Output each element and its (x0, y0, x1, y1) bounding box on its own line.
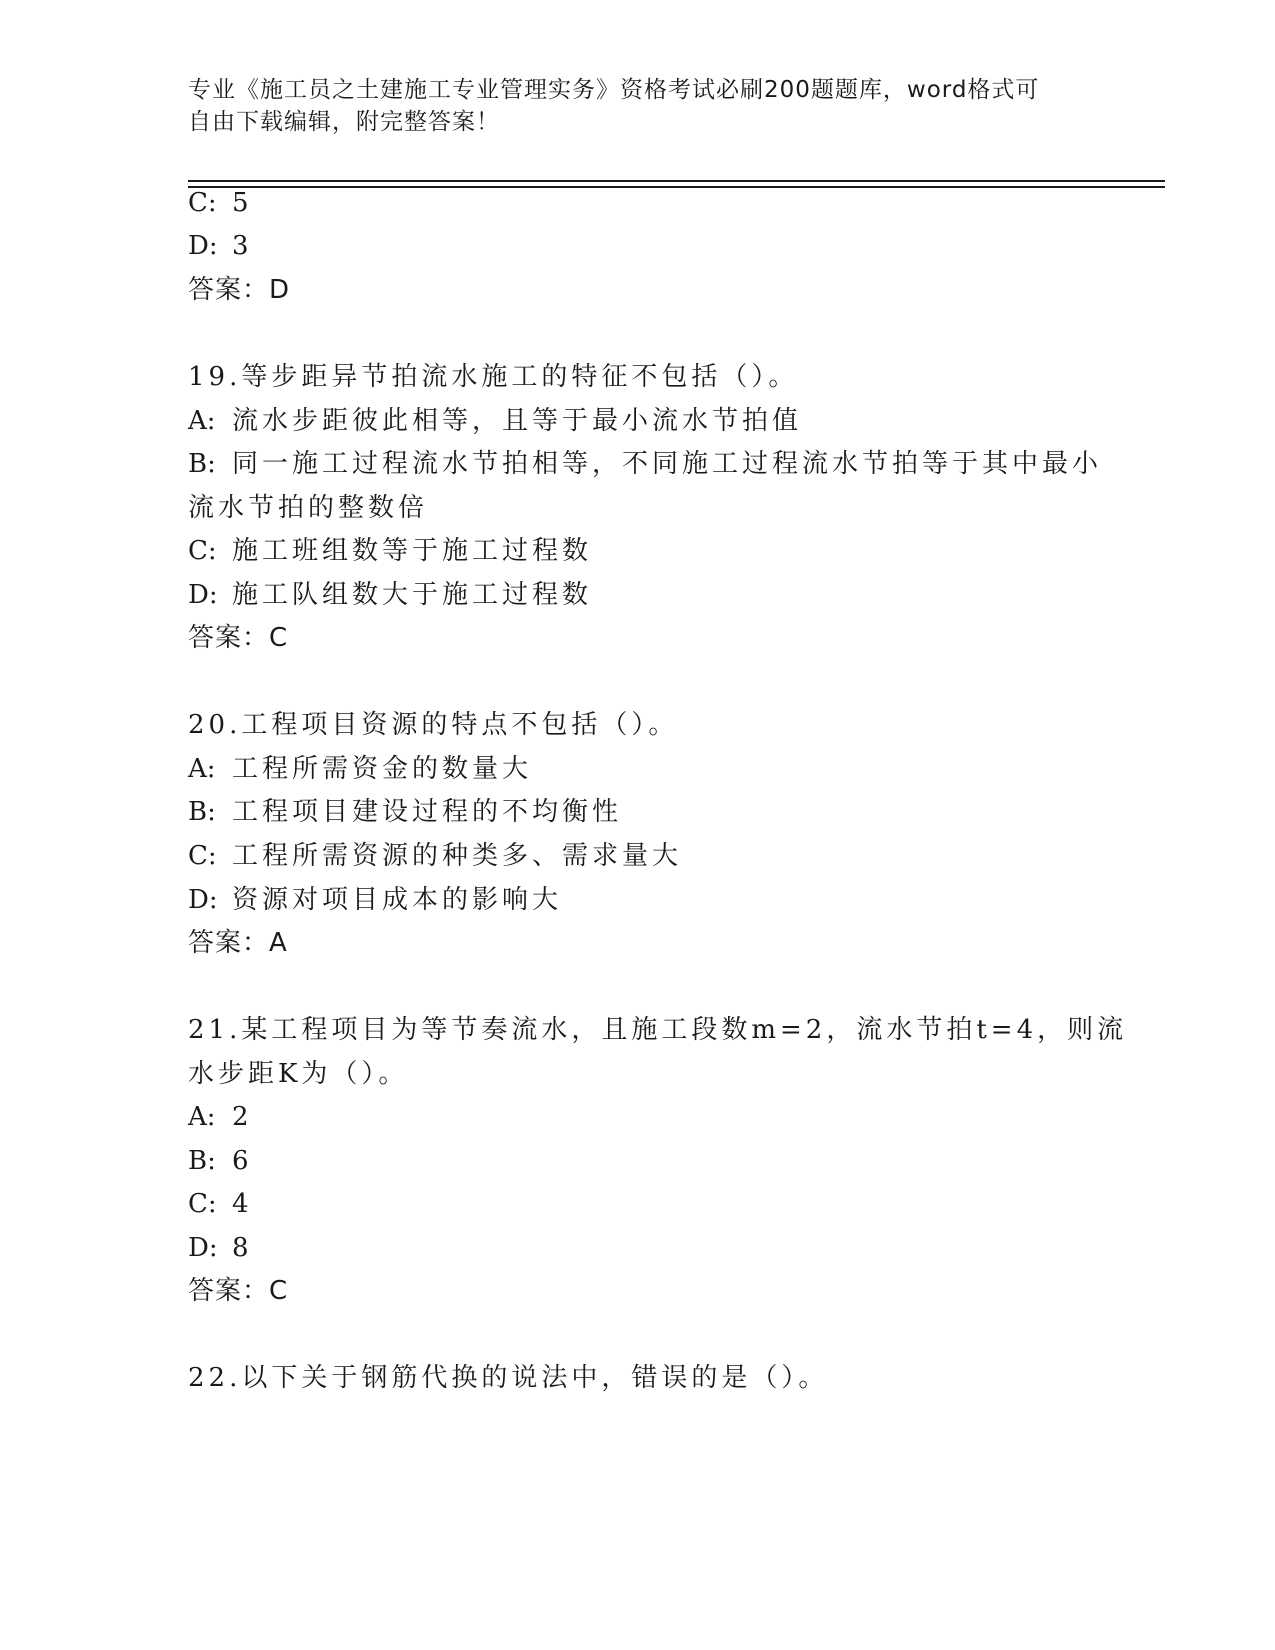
option-text: 4 (232, 1189, 253, 1219)
q20-option-d (188, 883, 562, 917)
answer-line (188, 273, 290, 307)
option-label: D: (188, 580, 218, 610)
option-label: D: (188, 231, 218, 261)
option-text: 8 (232, 1233, 253, 1263)
q20-option-c (188, 839, 682, 873)
header-title-line1: 专业《施工员之土建施工专业管理实务》资格考试必刷200题题库，word格式可 (188, 77, 1040, 103)
option-label: C: (188, 188, 217, 218)
answer-value: C (269, 1276, 289, 1306)
answer-value: C (269, 623, 289, 653)
document-header (188, 74, 1088, 138)
q20-option-b (188, 795, 622, 829)
option-label: B: (188, 797, 216, 827)
option-label: C: (188, 1189, 217, 1219)
answer-label: 答案： (188, 928, 270, 958)
question-21-stem-line1: 21.某工程项目为等节奏流水，且施工段数m=2，流水节拍t=4，则流 (188, 1015, 1128, 1045)
header-divider-top (188, 180, 1165, 182)
option-text: 5 (232, 188, 253, 218)
question-21-stem-line2: 水步距K为（）。 (188, 1059, 409, 1089)
q19-option-d (188, 578, 592, 612)
q20-answer-line (188, 926, 288, 960)
answer-label: 答案： (188, 623, 270, 653)
option-text: 工程所需资源的种类多、需求量大 (232, 841, 683, 871)
q19-option-a (188, 404, 802, 438)
option-label: C: (188, 536, 217, 566)
option-text: 资源对项目成本的影响大 (232, 885, 563, 915)
header-title-line2: 自由下载编辑，附完整答案！ (188, 109, 500, 135)
option-label: B: (188, 1146, 216, 1176)
header-divider-bottom (188, 186, 1165, 188)
option-label: B: (188, 449, 216, 479)
q19-option-c (188, 534, 592, 568)
option-label: C: (188, 841, 217, 871)
q21-option-c (188, 1187, 253, 1221)
answer-value: A (269, 928, 288, 958)
option-text: 同一施工过程流水节拍相等，不同施工过程流水节拍等于其中最小 (232, 449, 1103, 479)
answer-value: D (269, 275, 291, 305)
q21-option-d (188, 1231, 253, 1265)
answer-label: 答案： (188, 275, 270, 305)
option-text: 3 (232, 231, 253, 261)
question-22-stem: 22.以下关于钢筋代换的说法中，错误的是（）。 (188, 1363, 829, 1393)
q21-option-b (188, 1144, 253, 1178)
question-20-stem: 20.工程项目资源的特点不包括（）。 (188, 710, 679, 740)
option-label: D: (188, 885, 218, 915)
option-label: A: (188, 406, 216, 436)
option-text: 工程项目建设过程的不均衡性 (232, 797, 623, 827)
option-c (188, 186, 253, 220)
q20-option-a (188, 752, 532, 786)
option-d (188, 229, 253, 263)
q19-answer-line (188, 621, 288, 655)
option-text: 工程所需资金的数量大 (232, 754, 533, 784)
q19-option-b (188, 447, 1102, 481)
option-label: D: (188, 1233, 218, 1263)
option-label: A: (188, 754, 216, 784)
q21-answer-line (188, 1274, 288, 1308)
option-label: A: (188, 1102, 216, 1132)
question-19-stem: 19.等步距异节拍流水施工的特征不包括（）。 (188, 362, 799, 392)
option-text: 流水步距彼此相等，且等于最小流水节拍值 (232, 406, 803, 436)
option-text: 施工班组数等于施工过程数 (232, 536, 593, 566)
answer-label: 答案： (188, 1276, 270, 1306)
option-text: 施工队组数大于施工过程数 (232, 580, 593, 610)
option-text: 6 (232, 1146, 253, 1176)
q21-option-a (188, 1100, 253, 1134)
option-text: 2 (232, 1102, 253, 1132)
q19-option-b-continued: 流水节拍的整数倍 (188, 493, 429, 523)
